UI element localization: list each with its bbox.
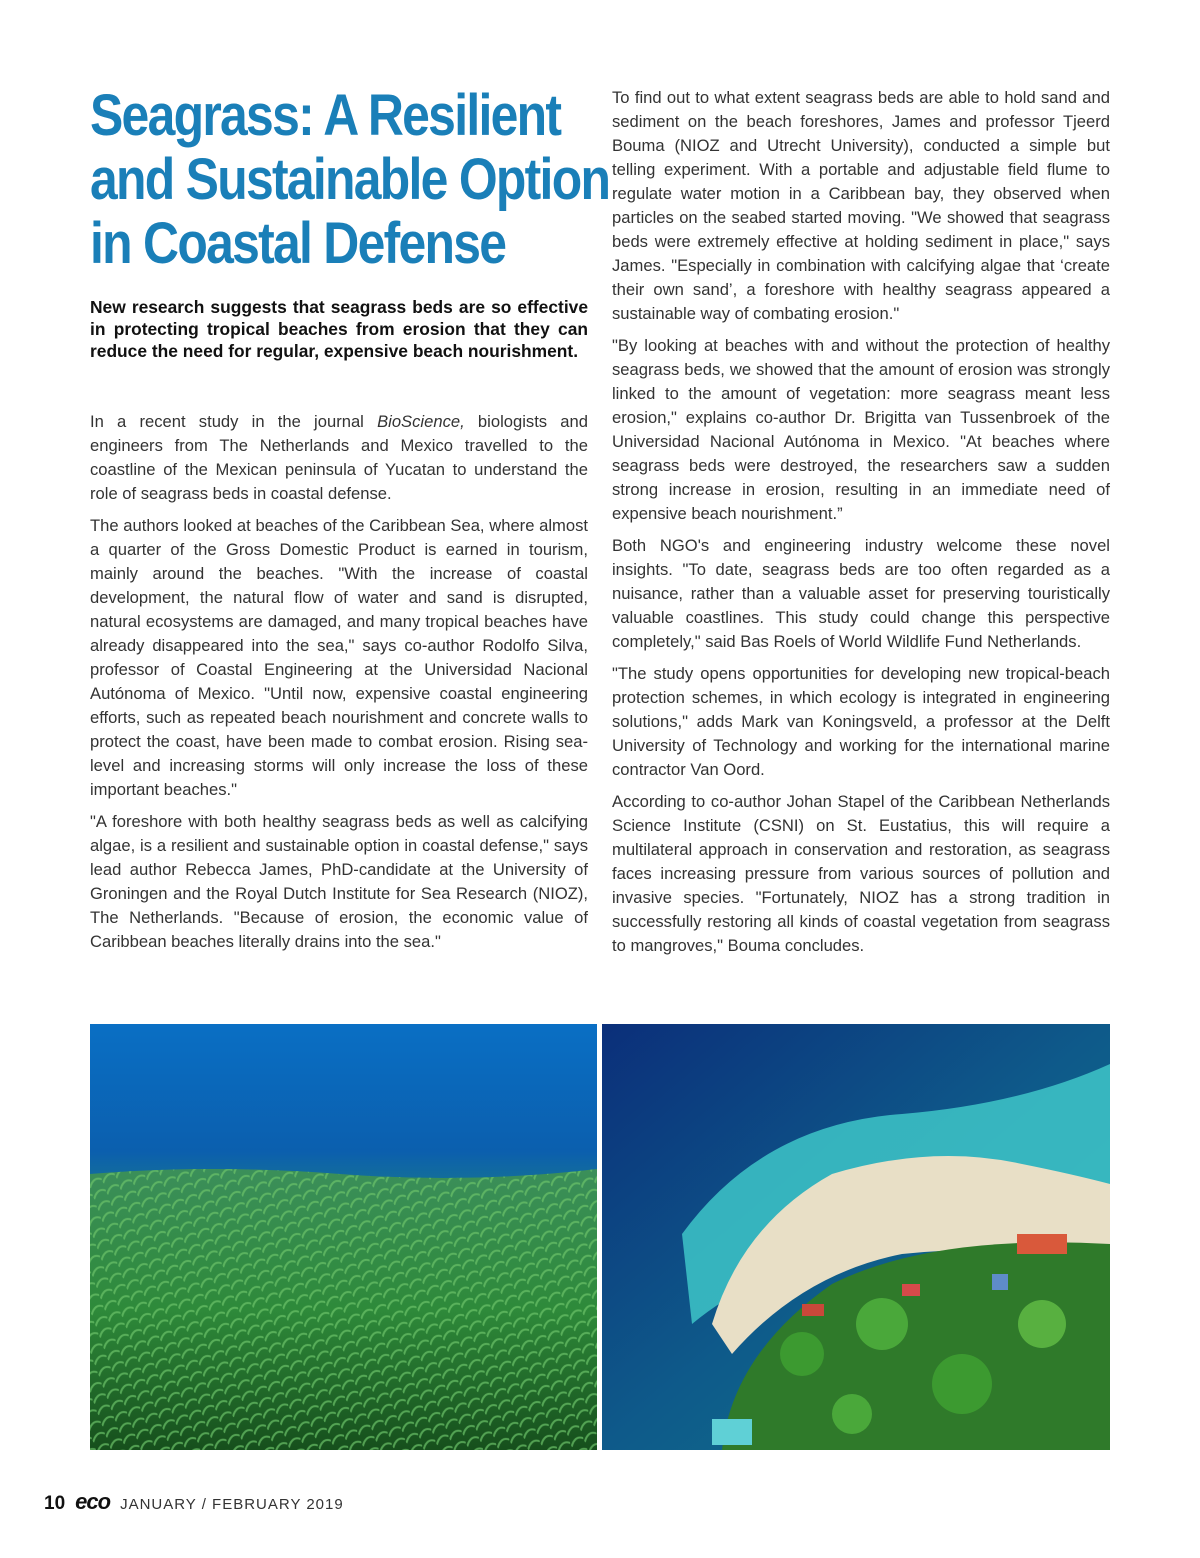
body-paragraph: The authors looked at beaches of the Caribbean Sea, where almost a quarter of the Gross Domestic Product is earned in tourism, mainly around the beaches. "With the increase of coastal development, the natural flow of water and sand is disrupted, natural ecosystems are damaged, and many tropical beaches have already disappeared into the sea," says co-author Rodolfo Silva, professor of Coastal Engineering at the Universidad Nacional Autónoma of Mexico. "Until now, expensive coastal engineering efforts, such as repeated beach nourishment and concrete walls to protect the coast, have been made to combat erosion. Rising sea-level and increasing storms will only increase the loss of these important beaches." xyxy=(90,516,588,799)
title-line: Seagrass: A Resilient xyxy=(90,83,561,148)
body-column-left xyxy=(90,410,588,962)
body-paragraph: To find out to what extent seagrass beds are able to hold sand and sediment on the beach foreshores, James and professor Tjeerd Bouma (NIOZ and Utrecht University), conducted a simple but telling experiment. With a portable and adjustable field flume to regulate water motion in a Caribbean bay, they observed when particles on the seabed started moving. "We showed that seagrass beds were extremely effective at holding sediment in place," says James. "Especially in combination with calcifying algae that ‘create their own sand’, a foreshore with healthy seagrass appeared a sustainable way of combating erosion." xyxy=(612,88,1110,323)
body-paragraph: Both NGO's and engineering industry welcome these novel insights. "To date, seagrass beds are too often regarded as a nuisance, rather than a valuable asset for preserving touristically valuable coastlines. This study could change this perspective completely," said Bas Roels of World Wildlife Fund Netherlands. xyxy=(612,536,1110,651)
aerial-beach-photo xyxy=(602,1024,1110,1450)
title-line: in Coastal Defense xyxy=(90,211,506,276)
body-column-right xyxy=(612,86,1110,966)
paragraph-text: In a recent study in the journal xyxy=(90,412,378,431)
page-footer xyxy=(44,1489,344,1514)
article-deck: New research suggests that seagrass beds are so effective in protecting tropical beaches from erosion that they can reduce the need for regular, expensive beach nourishment. xyxy=(90,297,588,361)
journal-name: BioScience, xyxy=(377,412,465,431)
body-paragraph xyxy=(90,410,588,506)
title-line: and Sustainable Option xyxy=(90,147,610,212)
issue-date: JANUARY / FEBRUARY 2019 xyxy=(120,1496,344,1513)
article-title xyxy=(90,83,610,276)
page-number: 10 xyxy=(44,1493,66,1514)
body-paragraph: According to co-author Johan Stapel of the Caribbean Netherlands Science Institute (CSNI) on St. Eustatius, this will require a multilateral approach in conservation and restoration, as seagrass faces increasing pressure from various sources of pollution and invasive species. "Fortunately, NIOZ has a strong tradition in successfully restoring all kinds of coastal vegetation from seagrass to mangroves," Bouma concludes. xyxy=(612,792,1110,955)
body-paragraph: "By looking at beaches with and without the protection of healthy seagrass beds, we showed that the amount of erosion was strongly linked to the amount of vegetation: more seagrass meant less erosion," explains co-author Dr. Brigitta van Tussenbroek of the Universidad Nacional Autónoma in Mexico. "At beaches where seagrass beds were destroyed, the researchers saw a sudden strong increase in erosion, resulting in an immediate need of expensive beach nourishment.” xyxy=(612,336,1110,523)
body-paragraph: "A foreshore with both healthy seagrass beds as well as calcifying algae, is a resilient and sustainable option in coastal defense," says lead author Rebecca James, PhD-candidate at the University of Groningen and the Royal Dutch Institute for Sea Research (NIOZ), The Netherlands. "Because of erosion, the economic value of Caribbean beaches literally drains into the sea." xyxy=(90,812,588,951)
paragraph-text: biologists and engineers from The Netherlands and Mexico travelled to the coastline of the Mexican peninsula of Yucatan to understand the role of seagrass beds in coastal defense. xyxy=(90,412,588,503)
magazine-logo: eco xyxy=(75,1489,111,1514)
seagrass-underwater-photo xyxy=(90,1024,597,1450)
body-paragraph: "The study opens opportunities for developing new tropical-beach protection schemes, in which ecology is integrated in engineering solutions," adds Mark van Koningsveld, a professor at the Delft University of Technology and working for the international marine contractor Van Oord. xyxy=(612,664,1110,779)
